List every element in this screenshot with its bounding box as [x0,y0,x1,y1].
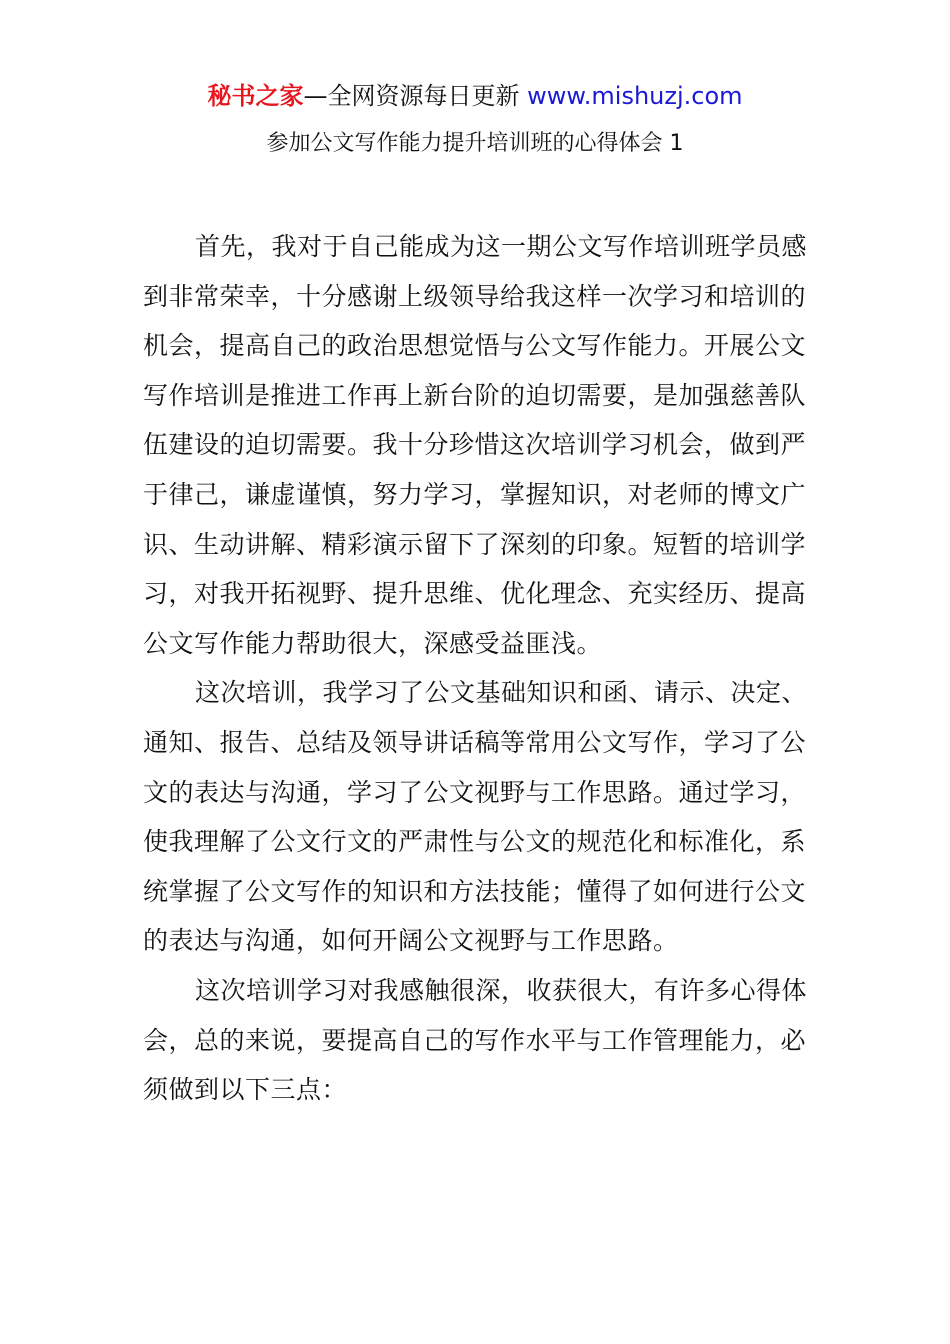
paragraph-2: 这次培训，我学习了公文基础知识和函、请示、决定、通知、报告、总结及领导讲话稿等常用公文写作，学习了公文的表达与沟通，学习了公文视野与工作思路。通过学习，使我理解了公文行文的严肃性与公文的规范化和标准化，系统掌握了公文写作的知识和方法技能；懂得了如何进行公文的表达与沟通，如何开阔公文视野与工作思路。 [143,678,808,956]
paragraph-3: 这次培训学习对我感触很深，收获很大，有许多心得体会，总的来说，要提高自己的写作水平与工作管理能力，必须做到以下三点： [143,975,808,1105]
site-header [0,79,950,113]
document-title: 参加公文写作能力提升培训班的心得体会 1 [266,131,684,156]
document-body [143,222,808,1115]
site-url-link[interactable]: www.mishuzj.com [527,82,743,110]
brand-name: 秘书之家 [207,82,304,110]
paragraph-1: 首先，我对于自己能成为这一期公文写作培训班学员感到非常荣幸，十分感谢上级领导给我这样一次学习和培训的机会，提高自己的政治思想觉悟与公文写作能力。开展公文写作培训是推进工作再上新台阶的迫切需要，是加强慈善队伍建设的迫切需要。我十分珍惜这次培训学习机会，做到严于律己，谦虚谨慎，努力学习，掌握知识，对老师的博文广识、生动讲解、精彩演示留下了深刻的印象。短暂的培训学习，对我开拓视野、提升思维、优化理念、充实经历、提高公文写作能力帮助很大，深感受益匪浅。 [143,232,808,658]
header-tagline: —全网资源每日更新 [303,82,528,110]
